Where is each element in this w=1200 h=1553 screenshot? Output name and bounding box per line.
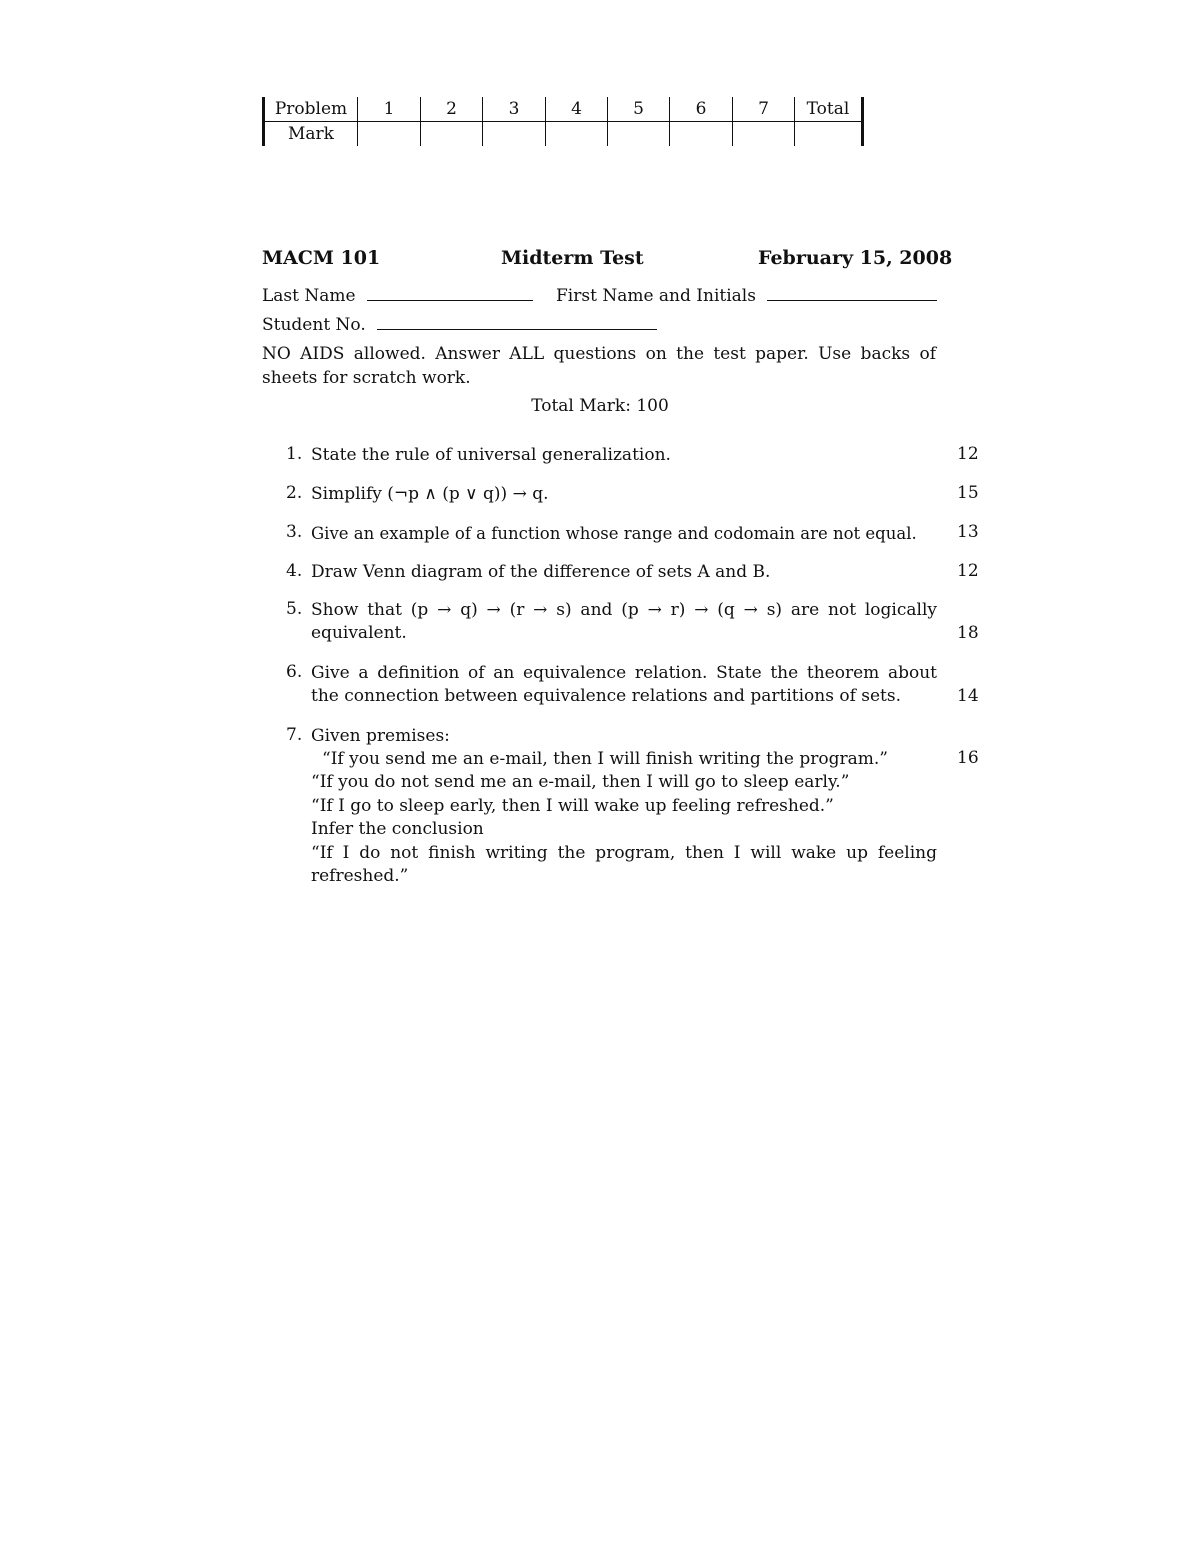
- question-line: Infer the conclusion: [311, 819, 484, 839]
- question-text: Give an example of a function whose range and codomain are not equal.: [311, 524, 917, 543]
- question-text: Simplify (¬p ∧ (p ∨ q)) → q.: [311, 484, 549, 504]
- table-cell-total: Total: [795, 97, 863, 122]
- total-mark: Total Mark: 100: [531, 396, 669, 416]
- question-text: Draw Venn diagram of the difference of sets A and B.: [311, 562, 771, 582]
- test-date: February 15, 2008: [758, 247, 953, 269]
- question-mark: 12: [957, 444, 979, 464]
- table-cell-mark-label: Mark: [264, 122, 358, 147]
- mark-cell[interactable]: [483, 122, 546, 147]
- question-line: “If you do not send me an e-mail, then I will go to sleep early.”: [311, 772, 850, 792]
- question-number: 4.: [286, 561, 303, 581]
- question-mark: 12: [957, 561, 979, 581]
- question-text: Give a definition of an equivalence relation. State the theorem about the connection between equivalence relations and partitions of sets.: [311, 663, 937, 706]
- first-name-row: [556, 284, 937, 306]
- question-text: Show that (p → q) → (r → s) and (p → r) → (q → s) are not logically equivalent.: [311, 600, 937, 643]
- mark-cell[interactable]: [421, 122, 483, 147]
- question-mark: 15: [957, 483, 979, 503]
- mark-cell[interactable]: [546, 122, 608, 147]
- mark-cell[interactable]: [358, 122, 421, 147]
- marks-table: [262, 97, 864, 146]
- student-no-blank[interactable]: [377, 313, 657, 330]
- marks-table-header-row: [264, 97, 863, 122]
- table-cell-7: 7: [733, 97, 795, 122]
- mark-cell[interactable]: [670, 122, 733, 147]
- course-code: MACM 101: [262, 247, 381, 269]
- question-mark: 16: [957, 748, 979, 768]
- question-mark: 18: [957, 623, 979, 643]
- test-title: Midterm Test: [501, 247, 644, 269]
- first-name-label: First Name and Initials: [556, 286, 756, 306]
- question-number: 7.: [286, 725, 303, 745]
- table-cell-5: 5: [608, 97, 670, 122]
- instructions: NO AIDS allowed. Answer ALL questions on the test paper. Use backs of sheets for scratch work.: [262, 344, 936, 388]
- student-no-row: [262, 313, 657, 335]
- student-no-label: Student No.: [262, 315, 366, 335]
- question-line: “If I do not finish writing the program, then I will wake up feeling refreshed.”: [311, 843, 937, 886]
- last-name-blank[interactable]: [367, 284, 533, 301]
- question-mark: 14: [957, 686, 979, 706]
- table-cell-problem: Problem: [264, 97, 358, 122]
- question-number: 1.: [286, 444, 303, 464]
- question-line: Given premises:: [311, 726, 450, 746]
- marks-table-mark-row: [264, 122, 863, 147]
- question-line: “If I go to sleep early, then I will wake up feeling refreshed.”: [311, 796, 834, 816]
- mark-cell[interactable]: [795, 122, 863, 147]
- table-cell-6: 6: [670, 97, 733, 122]
- last-name-label: Last Name: [262, 286, 356, 306]
- table-cell-3: 3: [483, 97, 546, 122]
- table-cell-1: 1: [358, 97, 421, 122]
- table-cell-4: 4: [546, 97, 608, 122]
- question-number: 2.: [286, 483, 303, 503]
- question-number: 6.: [286, 662, 303, 682]
- table-cell-2: 2: [421, 97, 483, 122]
- question-line: “If you send me an e-mail, then I will finish writing the program.”: [322, 749, 888, 769]
- mark-cell[interactable]: [733, 122, 795, 147]
- question-mark: 13: [957, 522, 979, 542]
- question-text: State the rule of universal generalization.: [311, 445, 671, 465]
- mark-cell[interactable]: [608, 122, 670, 147]
- question-number: 3.: [286, 522, 303, 542]
- first-name-blank[interactable]: [767, 284, 937, 301]
- question-number: 5.: [286, 599, 303, 619]
- last-name-row: [262, 284, 533, 306]
